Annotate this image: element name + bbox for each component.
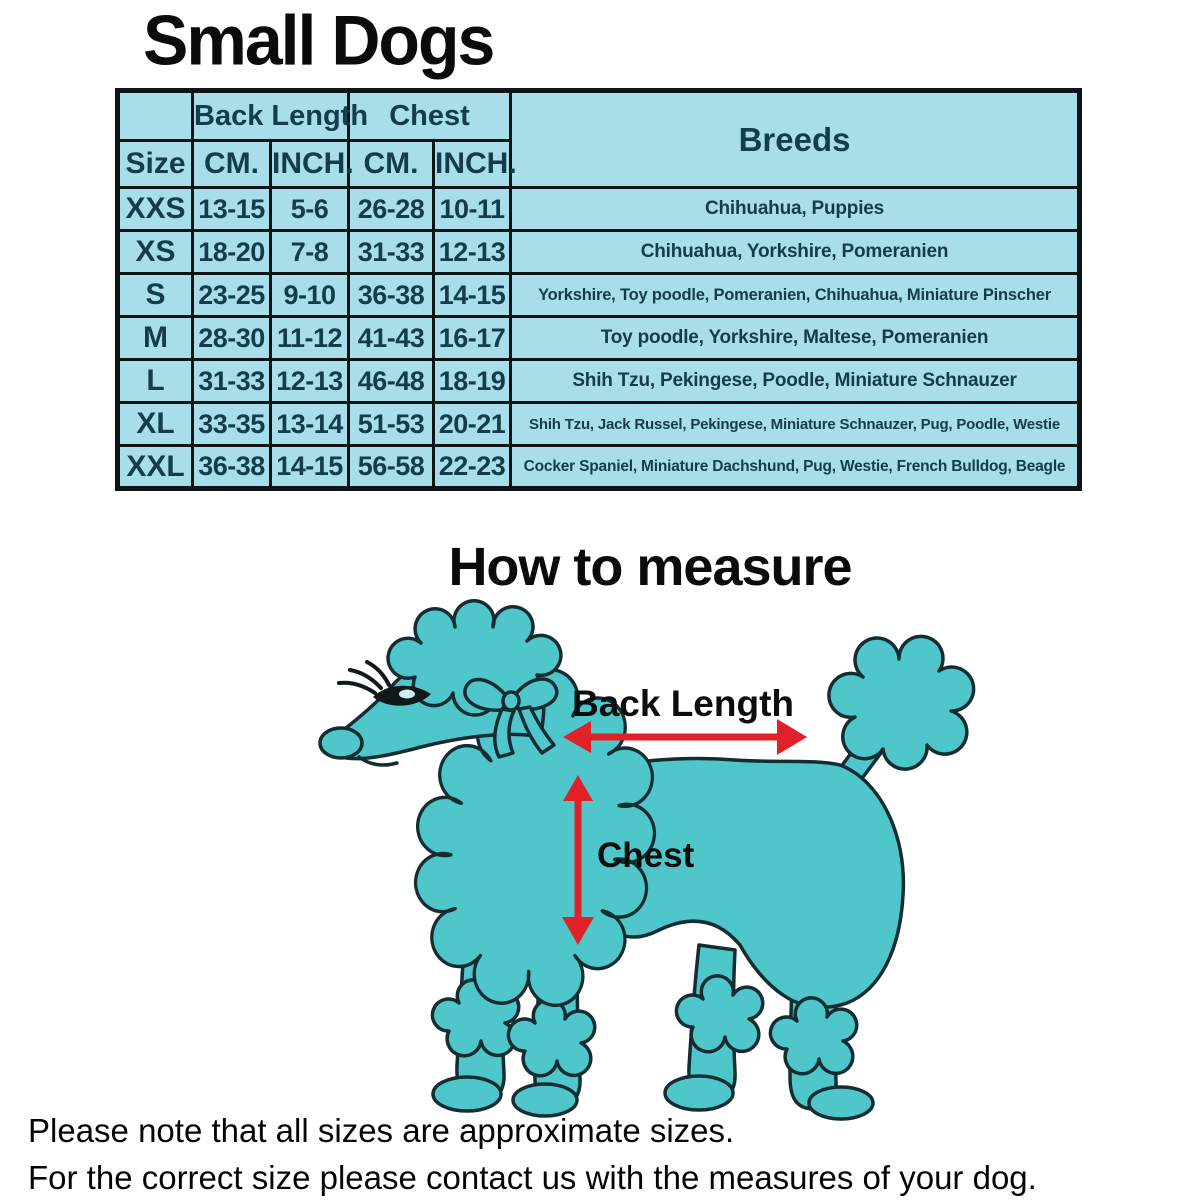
poodle-ankle-puff xyxy=(770,998,856,1074)
poodle-ankle-puff xyxy=(508,1000,594,1076)
poodle-nose xyxy=(320,728,362,758)
chest-cm-cell: 46-48 xyxy=(349,360,434,403)
chest-cm-cell: 26-28 xyxy=(349,188,434,231)
back-cm-cell: 36-38 xyxy=(193,446,271,489)
back-inch-cell: 9-10 xyxy=(271,274,349,317)
chest-inch-header: INCH. xyxy=(434,141,511,188)
footnote-line-2: For the correct size please contact us with the measures of your dog. xyxy=(28,1158,1037,1196)
chest-cm-cell: 36-38 xyxy=(349,274,434,317)
chest-inch-cell: 14-15 xyxy=(434,274,511,317)
back-cm-cell: 33-35 xyxy=(193,403,271,446)
back-cm-cell: 18-20 xyxy=(193,231,271,274)
breeds-cell: Shih Tzu, Pekingese, Poodle, Miniature Schnauzer xyxy=(511,360,1080,403)
footnote-line-1: Please note that all sizes are approximate sizes. xyxy=(28,1112,735,1149)
size-cell: XL xyxy=(118,403,193,446)
back-cm-cell: 28-30 xyxy=(193,317,271,360)
breeds-cell: Chihuahua, Yorkshire, Pomeranien xyxy=(511,231,1080,274)
empty-corner-cell xyxy=(118,91,193,141)
chest-cm-cell: 31-33 xyxy=(349,231,434,274)
table-row-m xyxy=(118,317,1080,360)
table-row-xxl xyxy=(118,446,1080,489)
back-length-header: Back Length xyxy=(193,91,349,141)
back-inch-header: INCH. xyxy=(271,141,349,188)
back-inch-cell: 5-6 xyxy=(271,188,349,231)
chest-inch-cell: 20-21 xyxy=(434,403,511,446)
breeds-cell: Cocker Spaniel, Miniature Dachshund, Pug, Westie, French Bulldog, Beagle xyxy=(511,446,1080,489)
page-title: Small Dogs xyxy=(143,1,494,81)
breeds-cell: Shih Tzu, Jack Russel, Pekingese, Miniature Schnauzer, Pug, Poodle, Westie xyxy=(511,403,1080,446)
chest-cm-cell: 56-58 xyxy=(349,446,434,489)
measurement-diagram xyxy=(295,595,955,1120)
table-row-l xyxy=(118,360,1080,403)
back-cm-cell: 31-33 xyxy=(193,360,271,403)
poodle-eyelashes xyxy=(339,662,389,693)
poodle-tail-pom xyxy=(829,636,974,769)
table-row-xs xyxy=(118,231,1080,274)
back-cm-header: CM. xyxy=(193,141,271,188)
table-row-xl xyxy=(118,403,1080,446)
footnotes xyxy=(28,1108,1188,1202)
breeds-cell: Chihuahua, Puppies xyxy=(511,188,1080,231)
chest-header: Chest xyxy=(349,91,511,141)
bow-knot xyxy=(503,692,519,710)
back-inch-cell: 7-8 xyxy=(271,231,349,274)
chest-inch-cell: 16-17 xyxy=(434,317,511,360)
back-inch-cell: 13-14 xyxy=(271,403,349,446)
chest-arrow-label: Chest xyxy=(597,836,695,875)
poodle-hind-near-paw xyxy=(665,1076,733,1110)
size-cell: XXS xyxy=(118,188,193,231)
table-row-s xyxy=(118,274,1080,317)
chest-inch-cell: 18-19 xyxy=(434,360,511,403)
chest-cm-cell: 41-43 xyxy=(349,317,434,360)
size-chart-table xyxy=(115,88,1082,491)
chest-cm-cell: 51-53 xyxy=(349,403,434,446)
chest-inch-cell: 10-11 xyxy=(434,188,511,231)
breeds-cell: Yorkshire, Toy poodle, Pomeranien, Chihuahua, Miniature Pinscher xyxy=(511,274,1080,317)
size-header: Size xyxy=(118,141,193,188)
table-row-xxs xyxy=(118,188,1080,231)
chest-inch-cell: 22-23 xyxy=(434,446,511,489)
breeds-header: Breeds xyxy=(511,91,1080,188)
back-inch-cell: 12-13 xyxy=(271,360,349,403)
table-header-row-groups xyxy=(118,91,1080,141)
breeds-cell: Toy poodle, Yorkshire, Maltese, Pomeranien xyxy=(511,317,1080,360)
chest-inch-cell: 12-13 xyxy=(434,231,511,274)
back-cm-cell: 23-25 xyxy=(193,274,271,317)
back-length-arrow-label: Back Length xyxy=(571,683,795,724)
poodle-illustration xyxy=(295,595,955,1120)
back-inch-cell: 11-12 xyxy=(271,317,349,360)
size-cell: XS xyxy=(118,231,193,274)
poodle-front-near-paw xyxy=(433,1077,501,1111)
size-cell: S xyxy=(118,274,193,317)
size-cell: M xyxy=(118,317,193,360)
back-cm-cell: 13-15 xyxy=(193,188,271,231)
size-cell: XXL xyxy=(118,446,193,489)
back-inch-cell: 14-15 xyxy=(271,446,349,489)
size-cell: L xyxy=(118,360,193,403)
how-to-measure-heading: How to measure xyxy=(448,537,852,597)
chest-cm-header: CM. xyxy=(349,141,434,188)
